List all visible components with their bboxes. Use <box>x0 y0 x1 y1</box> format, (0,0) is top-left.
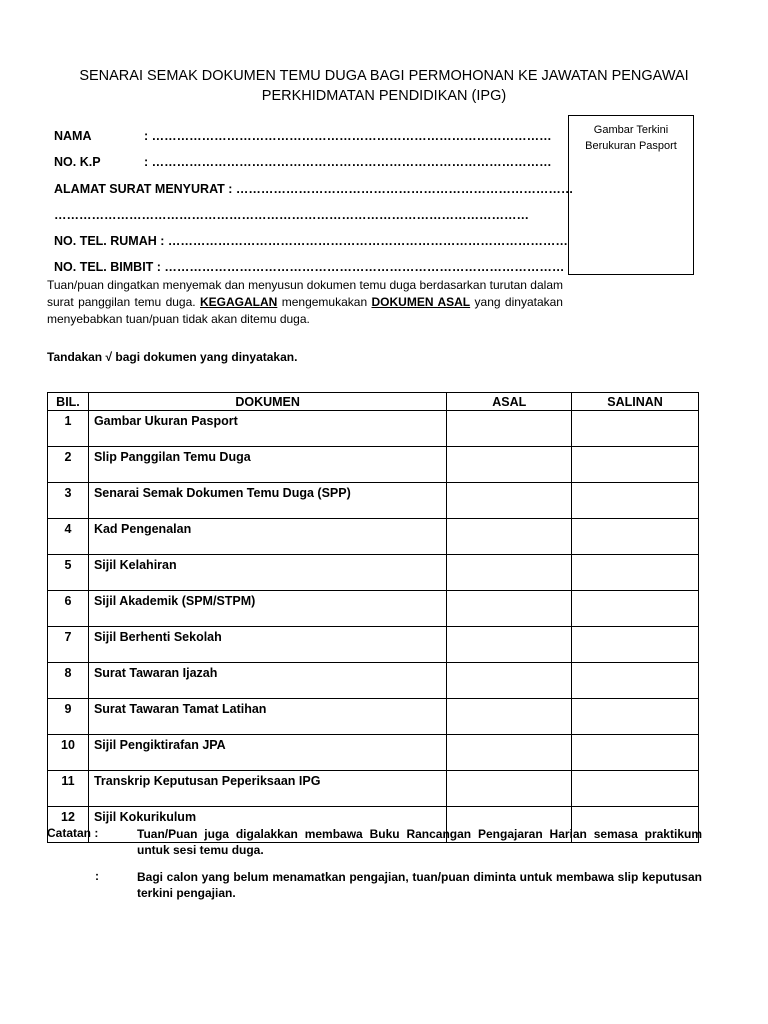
header-salinan: SALINAN <box>572 393 699 411</box>
row-document: Sijil Kelahiran <box>88 555 446 591</box>
alamat-field-line-2[interactable]: …………………………………………………………………………………………………… <box>54 208 529 222</box>
table-row <box>48 447 699 483</box>
notice-kegagalan: KEGAGALAN <box>200 295 278 309</box>
asal-checkbox-cell[interactable] <box>447 519 572 555</box>
salinan-checkbox-cell[interactable] <box>572 519 699 555</box>
passport-photo-box <box>568 115 694 275</box>
table-row <box>48 699 699 735</box>
asal-checkbox-cell[interactable] <box>447 771 572 807</box>
salinan-checkbox-cell[interactable] <box>572 483 699 519</box>
salinan-checkbox-cell[interactable] <box>572 447 699 483</box>
row-document: Sijil Kokurikulum <box>88 807 446 843</box>
header-dokumen: DOKUMEN <box>88 393 446 411</box>
document-checklist-table <box>47 392 699 843</box>
table-row <box>48 735 699 771</box>
row-number: 11 <box>48 771 89 807</box>
row-number: 10 <box>48 735 89 771</box>
photo-label-line-2: Berukuran Pasport <box>585 140 677 152</box>
table-header-row <box>48 393 699 411</box>
asal-checkbox-cell[interactable] <box>447 483 572 519</box>
row-document: Gambar Ukuran Pasport <box>88 411 446 447</box>
title-line-1: SENARAI SEMAK DOKUMEN TEMU DUGA BAGI PERMOHONAN KE JAWATAN PENGAWAI <box>79 68 689 84</box>
table-row <box>48 627 699 663</box>
catatan-note-1: Tuan/Puan juga digalakkan membawa Buku Rancangan Pengajaran Harian semasa praktikum untuk sesi temu duga. <box>137 827 702 857</box>
row-document: Sijil Akademik (SPM/STPM) <box>88 591 446 627</box>
table-row <box>48 663 699 699</box>
row-number: 5 <box>48 555 89 591</box>
row-document: Senarai Semak Dokumen Temu Duga (SPP) <box>88 483 446 519</box>
row-number: 2 <box>48 447 89 483</box>
notice-text-3: yang dinyatakan menyebabkan tuan/puan tidak akan ditemu duga. <box>47 295 563 326</box>
tel-rumah-field[interactable]: NO. TEL. RUMAH : …………………………………………………………………………………… <box>54 234 568 248</box>
notice-text-2: mengemukakan <box>281 295 368 309</box>
catatan-colon-2: : <box>95 869 99 883</box>
row-number: 9 <box>48 699 89 735</box>
nokp-label: NO. K.P <box>54 155 101 169</box>
salinan-checkbox-cell[interactable] <box>572 627 699 663</box>
asal-checkbox-cell[interactable] <box>447 591 572 627</box>
salinan-checkbox-cell[interactable] <box>572 555 699 591</box>
catatan-note-2: Bagi calon yang belum menamatkan pengajian, tuan/puan diminta untuk membawa slip keputusan terkini pengajian. <box>137 870 702 900</box>
salinan-checkbox-cell[interactable] <box>572 699 699 735</box>
row-number: 6 <box>48 591 89 627</box>
row-document: Sijil Pengiktirafan JPA <box>88 735 446 771</box>
asal-checkbox-cell[interactable] <box>447 555 572 591</box>
tel-bimbit-field[interactable]: NO. TEL. BIMBIT : …………………………………………………………………………………… <box>54 260 565 274</box>
table-row <box>48 411 699 447</box>
salinan-checkbox-cell[interactable] <box>572 663 699 699</box>
table-row <box>48 555 699 591</box>
table-row <box>48 591 699 627</box>
row-document: Surat Tawaran Tamat Latihan <box>88 699 446 735</box>
table-row <box>48 519 699 555</box>
row-number: 7 <box>48 627 89 663</box>
nama-field[interactable]: : …………………………………………………………………………………… <box>144 129 552 143</box>
header-bil: BIL. <box>48 393 89 411</box>
salinan-checkbox-cell[interactable] <box>572 591 699 627</box>
catatan-label: Catatan : <box>47 826 99 840</box>
instruction-text: Tandakan √ bagi dokumen yang dinyatakan. <box>47 350 298 364</box>
asal-checkbox-cell[interactable] <box>447 447 572 483</box>
asal-checkbox-cell[interactable] <box>447 411 572 447</box>
asal-checkbox-cell[interactable] <box>447 627 572 663</box>
document-title <box>40 66 728 106</box>
table-row <box>48 771 699 807</box>
salinan-checkbox-cell[interactable] <box>572 735 699 771</box>
title-line-2: PERKHIDMATAN PENDIDIKAN (IPG) <box>261 88 507 104</box>
asal-checkbox-cell[interactable] <box>447 663 572 699</box>
asal-checkbox-cell[interactable] <box>447 735 572 771</box>
row-document: Slip Panggilan Temu Duga <box>88 447 446 483</box>
row-document: Surat Tawaran Ijazah <box>88 663 446 699</box>
notice-paragraph <box>47 277 563 328</box>
notice-dokumen-asal: DOKUMEN ASAL <box>371 295 471 309</box>
salinan-checkbox-cell[interactable] <box>572 411 699 447</box>
row-number: 4 <box>48 519 89 555</box>
nokp-field[interactable]: : …………………………………………………………………………………… <box>144 155 552 169</box>
salinan-checkbox-cell[interactable] <box>572 771 699 807</box>
nama-label: NAMA <box>54 129 92 143</box>
row-document: Sijil Berhenti Sekolah <box>88 627 446 663</box>
row-document: Kad Pengenalan <box>88 519 446 555</box>
table-row <box>48 483 699 519</box>
alamat-field[interactable]: ALAMAT SURAT MENYURAT : ……………………………………………………………………… <box>54 182 574 196</box>
row-number: 8 <box>48 663 89 699</box>
notice-text-1: Tuan/puan dingatkan menyemak dan menyusun dokumen temu duga berdasarkan turutan dalam surat panggilan temu duga. <box>47 278 563 309</box>
row-number: 1 <box>48 411 89 447</box>
header-asal: ASAL <box>447 393 572 411</box>
row-number: 3 <box>48 483 89 519</box>
asal-checkbox-cell[interactable] <box>447 699 572 735</box>
row-number: 12 <box>48 807 89 843</box>
row-document: Transkrip Keputusan Peperiksaan IPG <box>88 771 446 807</box>
photo-label-line-1: Gambar Terkini <box>593 124 669 136</box>
